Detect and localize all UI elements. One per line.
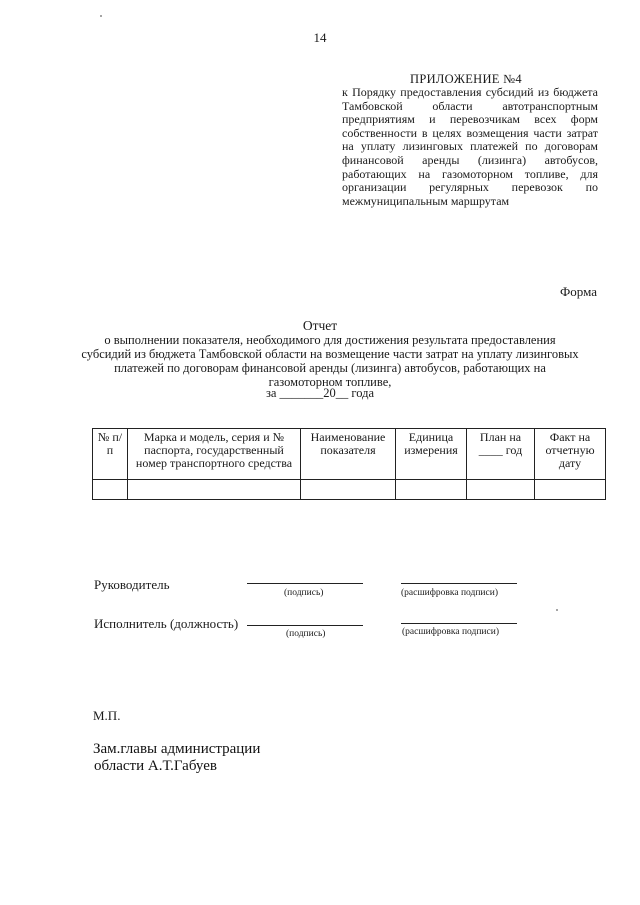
page-number: 14 [313,30,327,45]
executor-label: Исполнитель (должность) [94,616,239,631]
scan-speck [556,609,558,611]
header-number: № п/п [93,429,128,480]
executor-decode-line [401,622,517,624]
header-vehicle: Марка и модель, серия и № паспорта, государственный номер транспортного средства [128,429,301,480]
report-title: Отчет [302,318,338,333]
head-signature-line [247,582,363,584]
signer-position: Зам.главы администрации [93,741,261,757]
appendix-title: ПРИЛОЖЕНИЕ №4 [410,72,522,86]
executor-decode-caption: (расшифровка подписи) [402,627,499,637]
signer-name: области А.Т.Габуев [94,758,217,774]
table-cell [467,480,535,500]
table-cell [396,480,467,500]
table-row [93,480,606,500]
stamp-placeholder: М.П. [93,708,121,723]
head-signature-caption: (подпись) [284,588,324,598]
report-table [92,428,606,500]
executor-signature-line [247,624,363,626]
table-cell [128,480,301,500]
head-decode-line [401,582,517,584]
report-description: о выполнении показателя, необходимого для достижения результата предоставления субсидий из бюджета Тамбовской области на возмещение части затрат на уплату лизинговых платежей по договорам финансовой аренды (лизинга) автобусов, работающих на газомоторном топливе, [81,333,579,389]
header-indicator: Наименование показателя [301,429,396,480]
form-label: Форма [560,284,597,299]
signer-block [93,741,260,775]
executor-signature-caption: (подпись) [286,629,326,639]
head-decode-caption: (расшифровка подписи) [401,588,498,598]
head-label: Руководитель [94,577,170,592]
table-header-row [93,429,606,480]
header-plan: План на ____ год [467,429,535,480]
report-period: за _______20__ года [265,386,375,400]
table-cell [535,480,606,500]
appendix-text: к Порядку предоставления субсидий из бюджета Тамбовской области автотранспортным предприятиям и перевозчикам всех форм собственности в целях возмещения части затрат на уплату лизинговых платежей по договорам финансовой аренды (лизинга) автобусов, работающих на газомоторном топливе, для организации регулярных перевозок по межмуниципальным маршрутам [342,85,598,208]
header-fact: Факт на отчетную дату [535,429,606,480]
table-cell [93,480,128,500]
header-unit: Единица измерения [396,429,467,480]
table-cell [301,480,396,500]
scan-speck [100,15,102,17]
